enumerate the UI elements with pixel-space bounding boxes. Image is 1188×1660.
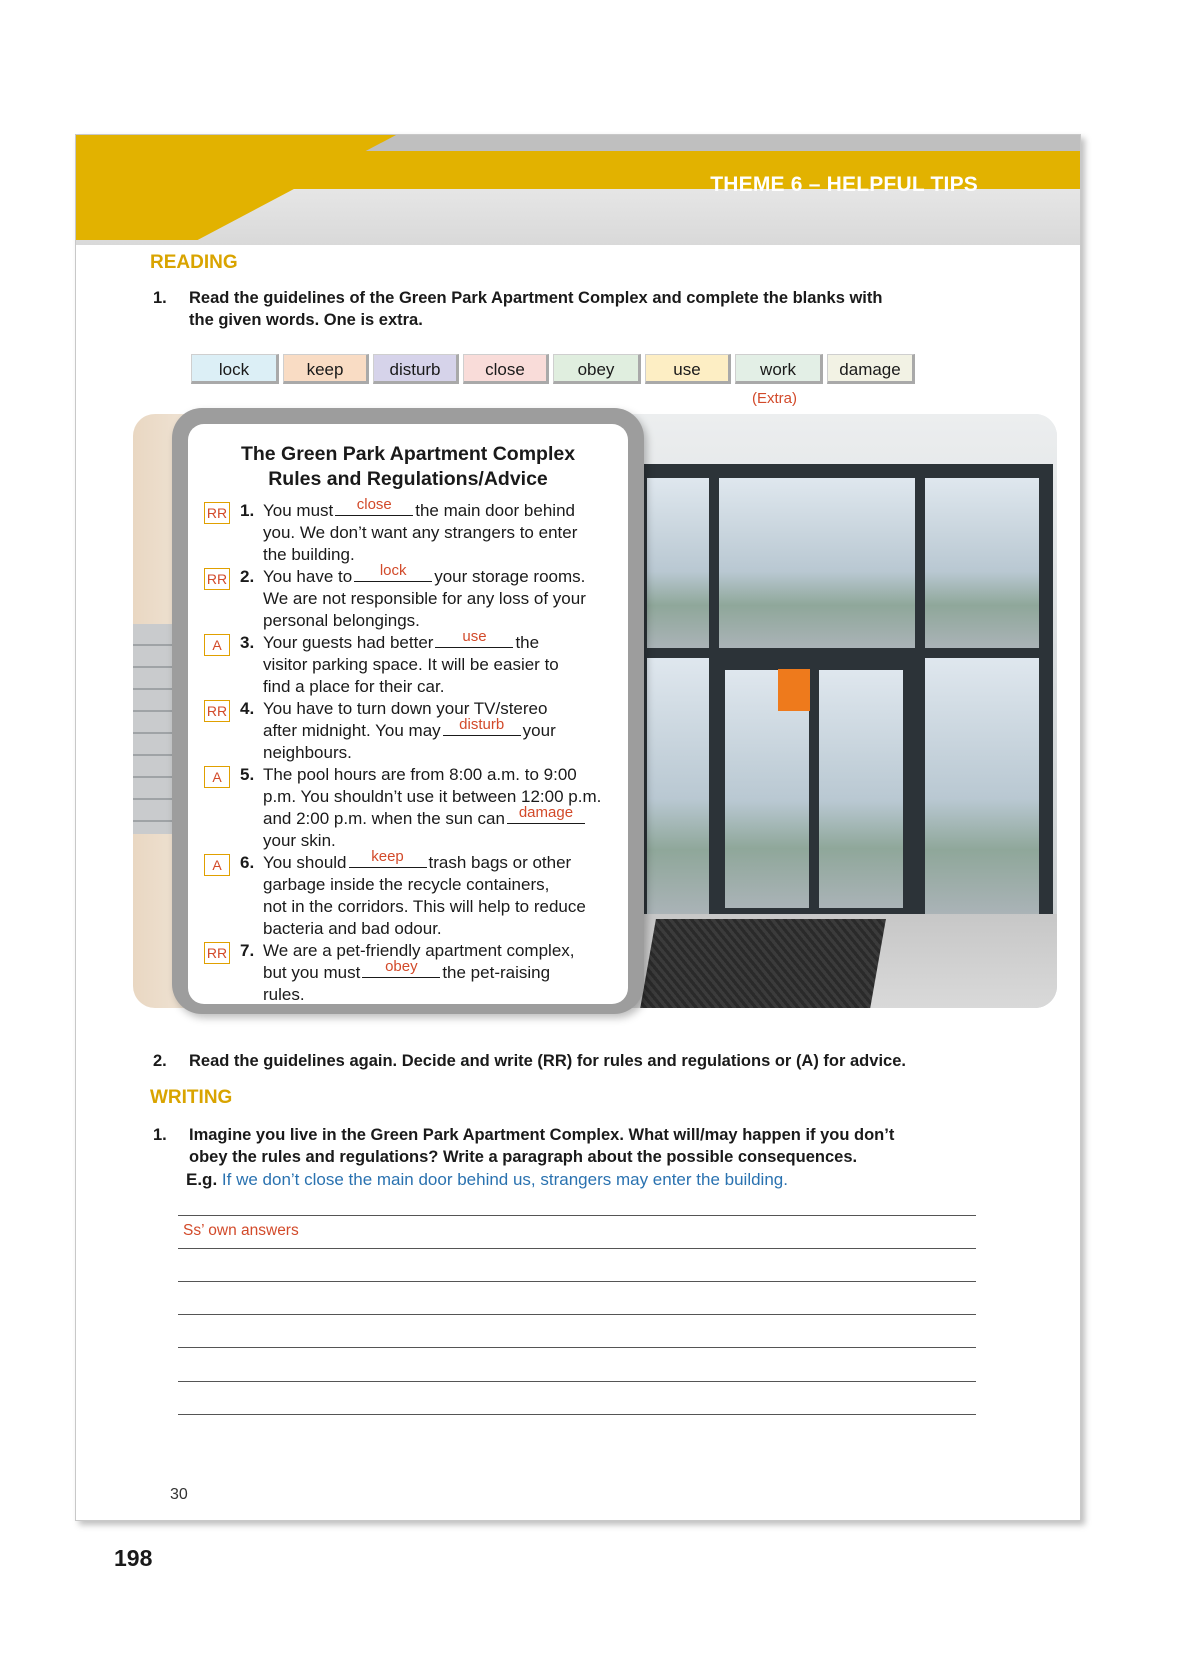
rule-tag: RR bbox=[204, 502, 230, 524]
word-chip: work bbox=[735, 354, 823, 384]
extra-label: (Extra) bbox=[752, 390, 797, 407]
rule-tag: A bbox=[204, 634, 230, 656]
writing-line[interactable] bbox=[178, 1248, 976, 1249]
rules-box: The Green Park Apartment Complex Rules and Regulations/Advice RR 1. You must close the main door behind you. We don’t want any strangers to enter the building. RR 2. You have to lock your storage rooms. We are not responsible for any loss of your personal belongings. A 3. Your guests had better use the visitor parking space. It will be easier to find a place for their car. RR 4. You have to turn down your TV/stereo after midnight. You may disturb your neighbours. A 5. The pool hours are from 8:00 a.m. to 9:00 p.m. You shouldn’t use it between 12:00 p.m. and 2:00 p.m. when the sun can damage your skin. A 6. You should keep trash bags or other garbage inside the recycle containers, not in the corridors. This will help to reduce bacteria and bad odour. RR 7. We are a pet-friendly apartment complex, but you must obey the pet-raising rules. bbox=[188, 424, 628, 1004]
answer-blank[interactable]: damage bbox=[507, 809, 585, 824]
rule-tag: RR bbox=[204, 568, 230, 590]
word-chip: close bbox=[463, 354, 549, 384]
writing-line[interactable] bbox=[178, 1381, 976, 1382]
reading-title: READING bbox=[150, 252, 238, 273]
example-sentence: E.g. If we don’t close the main door behind us, strangers may enter the building. bbox=[186, 1170, 788, 1189]
exercise-number: 1. bbox=[153, 289, 167, 307]
writing-exercise-1: 1. Imagine you live in the Green Park Apartment Complex. What will/may happen if you don’t obey the rules and regulations? Write a paragraph about the possible consequences. bbox=[153, 1126, 895, 1166]
answer-note: Ss’ own answers bbox=[183, 1222, 299, 1239]
answer-blank[interactable]: keep bbox=[349, 853, 427, 868]
answer-blank[interactable]: close bbox=[335, 501, 413, 516]
word-chip: disturb bbox=[373, 354, 459, 384]
outer-page-number: 198 bbox=[114, 1545, 153, 1571]
word-chip: lock bbox=[191, 354, 279, 384]
writing-line[interactable] bbox=[178, 1215, 976, 1216]
header-title-bar bbox=[276, 151, 1080, 196]
answer-blank[interactable]: lock bbox=[354, 567, 432, 582]
rule-tag: A bbox=[204, 766, 230, 788]
reading-exercise-1 bbox=[153, 287, 1053, 333]
writing-line[interactable] bbox=[178, 1281, 976, 1282]
word-chip: keep bbox=[283, 354, 369, 384]
word-chip: damage bbox=[827, 354, 915, 384]
word-chip: obey bbox=[553, 354, 641, 384]
answer-blank[interactable]: disturb bbox=[443, 721, 521, 736]
inner-page-number: 30 bbox=[170, 1486, 188, 1503]
rule-tag: A bbox=[204, 854, 230, 876]
writing-line[interactable] bbox=[178, 1314, 976, 1315]
word-chip: use bbox=[645, 354, 731, 384]
doormat bbox=[640, 919, 886, 1008]
rules-title: The Green Park Apartment Complex Rules and Regulations/Advice bbox=[240, 443, 576, 490]
glass-door-frame bbox=[633, 464, 1053, 924]
exercise-text-line1: Read the guidelines of the Green Park Apartment Complex and complete the blanks with bbox=[189, 289, 883, 307]
rule-tag: RR bbox=[204, 942, 230, 964]
door-sign bbox=[778, 669, 810, 711]
writing-title: WRITING bbox=[150, 1087, 233, 1108]
answer-blank[interactable]: obey bbox=[362, 963, 440, 978]
word-bank bbox=[191, 354, 919, 386]
theme-title: THEME 6 – HELPFUL TIPS bbox=[710, 173, 978, 196]
rule-tag: RR bbox=[204, 700, 230, 722]
rules-panel bbox=[172, 408, 644, 1014]
writing-line[interactable] bbox=[178, 1414, 976, 1415]
writing-line[interactable] bbox=[178, 1347, 976, 1348]
exercise-text-line2: the given words. One is extra. bbox=[189, 311, 423, 329]
header-stripe bbox=[316, 135, 1080, 151]
answer-blank[interactable]: use bbox=[435, 633, 513, 648]
